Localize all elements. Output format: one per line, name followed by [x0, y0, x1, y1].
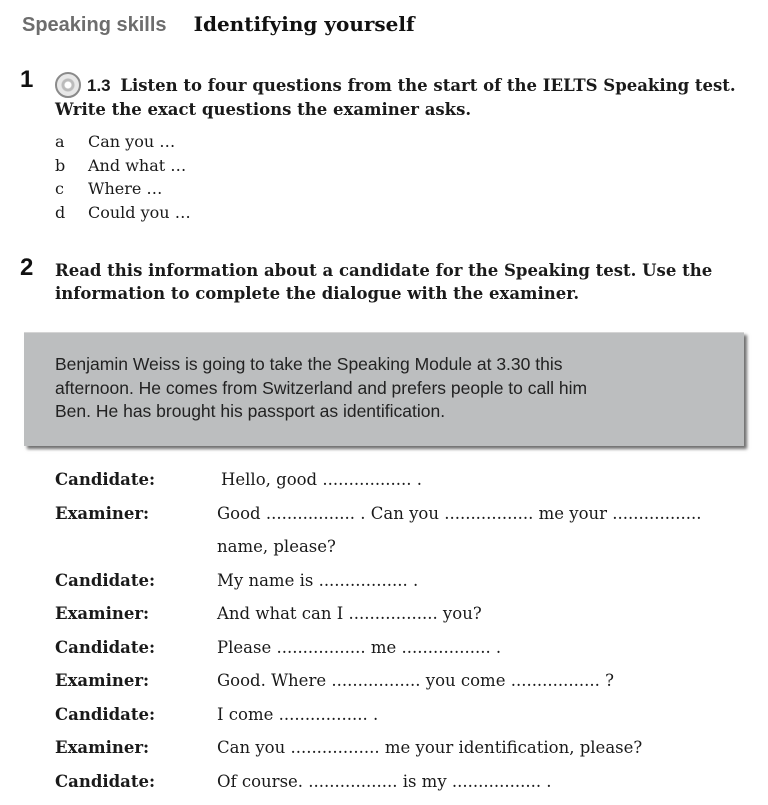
candidate-info-text [55, 353, 705, 424]
speaker-label: Examiner: [55, 738, 150, 757]
exercise-2-instruction [55, 259, 712, 305]
dialogue-line: Please ................. me ................. . [217, 637, 502, 657]
dialogue-line: Can you ................. me your identification, please? [217, 738, 643, 757]
list-item [55, 179, 191, 203]
track-number: 1.3 [87, 76, 111, 95]
item-letter: b [55, 155, 66, 175]
item-letter: d [55, 202, 66, 222]
info-line-2: afternoon. He comes from Switzerland and prefers people to call him [55, 377, 588, 398]
instruction-line-2: information to complete the dialogue with the examiner. [55, 284, 580, 303]
list-item [55, 203, 191, 227]
item-text: Could you … [88, 202, 191, 222]
speaker-label: Examiner: [55, 671, 150, 690]
info-line-1: Benjamin Weiss is going to take the Speaking Module at 3.30 this [55, 354, 563, 374]
question-list [55, 132, 191, 226]
speaker-label: Candidate: [55, 637, 156, 657]
dialogue-line: Good. Where ................. you come ................. ? [217, 671, 614, 690]
exercise-1-instruction [55, 72, 736, 121]
item-letter: c [55, 179, 64, 198]
list-item [55, 156, 191, 180]
item-text: Where … [88, 179, 163, 198]
section-label: Speaking skills [22, 14, 167, 36]
instruction-line-1: Listen to four questions from the start of the IELTS Speaking test. [120, 76, 736, 95]
speaker-label: Candidate: [55, 771, 156, 791]
dialogue-line: Hello, good ................. . [221, 470, 423, 489]
instruction-line-1: Read this information about a candidate for the Speaking test. Use the [55, 261, 713, 280]
dialogue-line: My name is ................. . [217, 570, 419, 590]
candidate-info-box [24, 332, 744, 446]
info-line-3: Ben. He has brought his passport as identification. [55, 401, 446, 421]
item-text: And what … [88, 155, 187, 175]
speaker-label: Candidate: [55, 704, 156, 724]
page-title: Identifying yourself [193, 12, 415, 36]
exercise-1-number: 1 [20, 66, 34, 93]
speaker-label: Examiner: [55, 604, 150, 623]
dialogue-line: Good ................. . Can you ................. me your ................. [217, 503, 702, 523]
speaker-label: Candidate: [55, 570, 156, 590]
item-text: Can you … [88, 132, 176, 151]
speaker-label: Examiner: [55, 503, 150, 523]
audio-cd-icon[interactable] [55, 72, 81, 98]
dialogue-line: And what can I ................. you? [217, 604, 482, 623]
instruction-line-2: Write the exact questions the examiner asks. [55, 100, 472, 119]
exercise-2-number: 2 [20, 254, 34, 281]
speaker-label: Candidate: [55, 470, 156, 489]
item-letter: a [55, 132, 65, 151]
page-header [22, 12, 415, 37]
dialogue-line: I come ................. . [217, 704, 379, 724]
dialogue-line: name, please? [217, 537, 336, 556]
dialogue-line: Of course. ................. is my ................. . [217, 771, 552, 791]
list-item [55, 132, 191, 156]
